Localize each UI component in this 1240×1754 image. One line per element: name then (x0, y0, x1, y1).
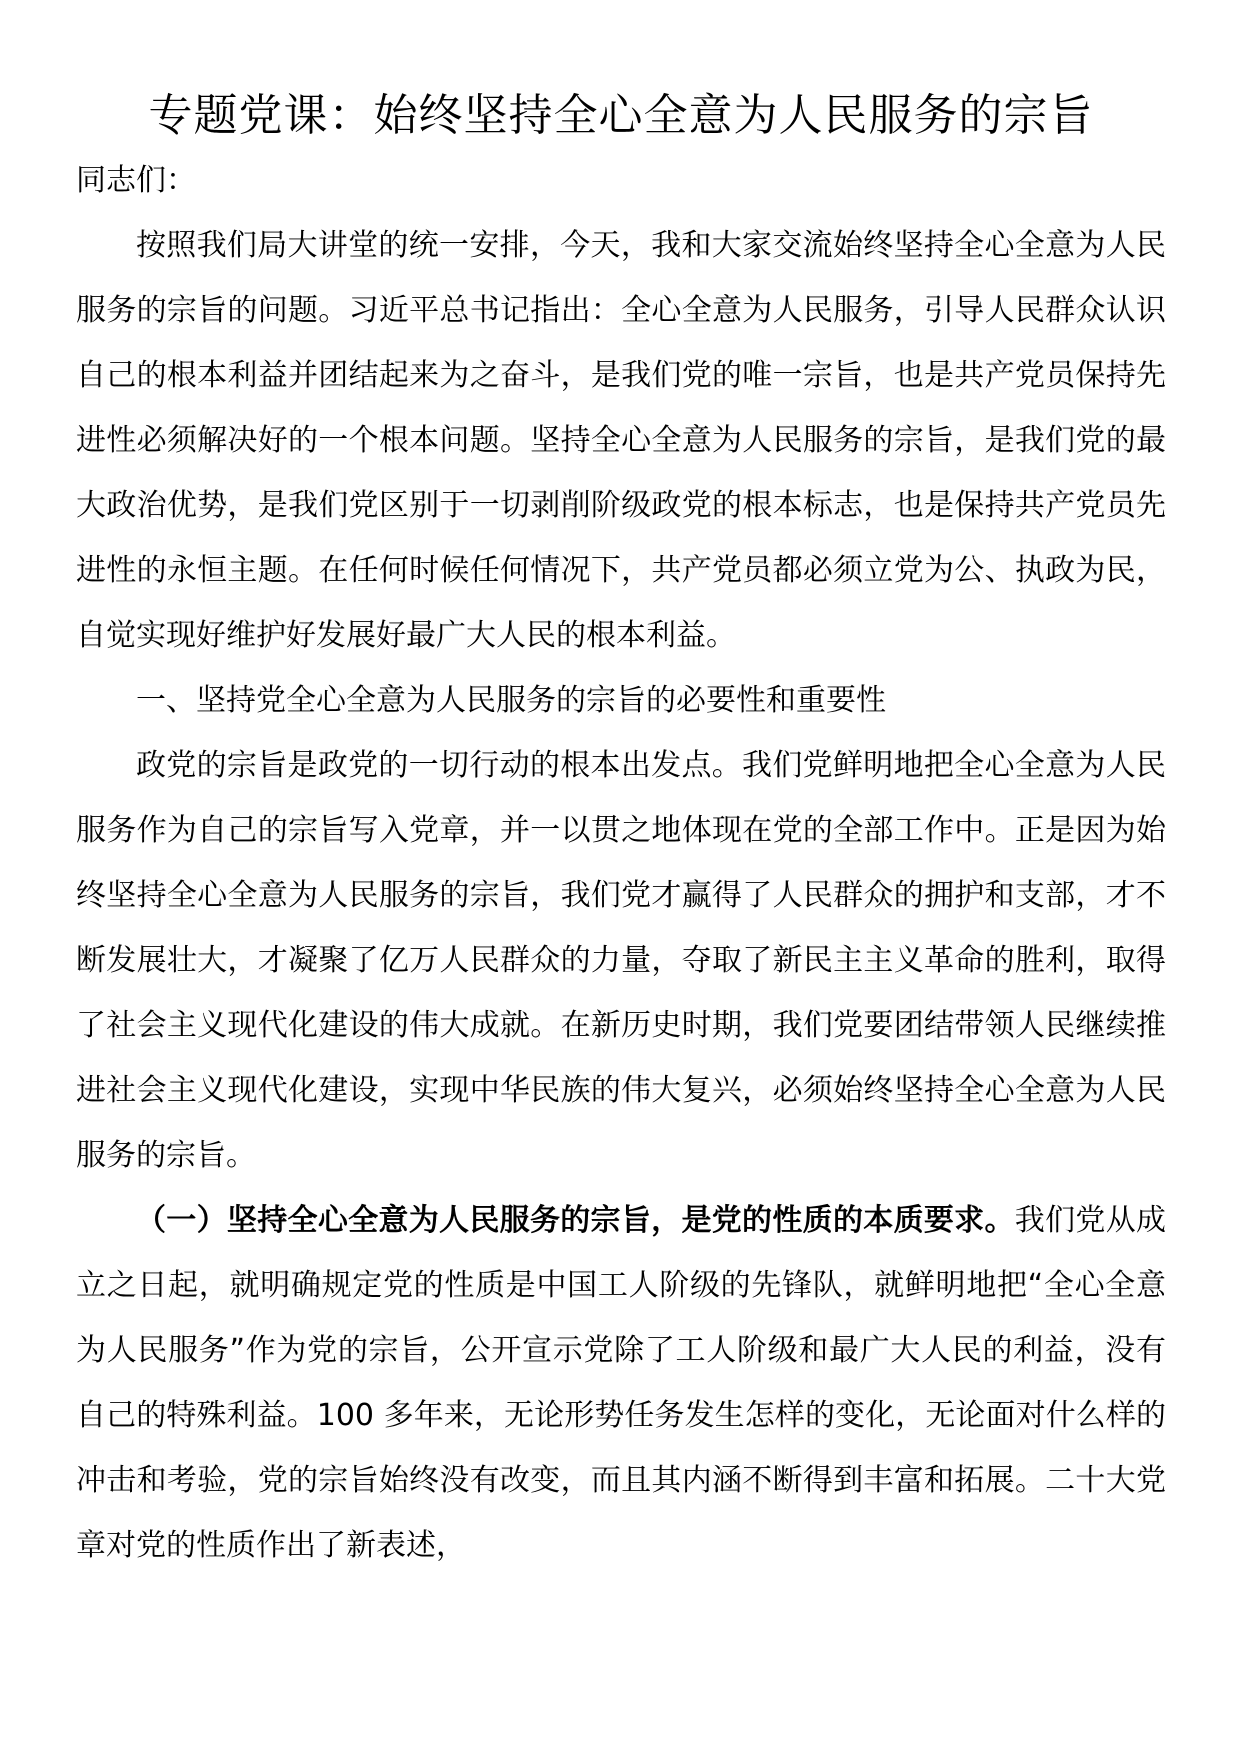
salutation: 同志们： (76, 163, 196, 198)
paragraph-intro: 按照我们局大讲堂的统一安排，今天，我和大家交流始终坚持全心全意为人民服务的宗旨的问题。习近平总书记指出：全心全意为人民服务，引导人民群众认识自己的根本利益并团结起来为之奋斗，是我们党的唯一宗旨，也是共产党员保持先进性必须解决好的一个根本问题。坚持全心全意为人民服务的宗旨，是我们党的最大政治优势，是我们党区别于一切剥削阶级政党的根本标志，也是保持共产党员先进性的永恒主题。在任何时候任何情况下，共产党员都必须立党为公、执政为民，自觉实现好维护好发展好最广大人民的根本利益。 (76, 228, 1166, 653)
section-heading-1: 一、坚持党全心全意为人民服务的宗旨的必要性和重要性 (136, 683, 886, 718)
subsection-text-1: 我们党从成立之日起，就明确规定党的性质是中国工人阶级的先锋队，就鲜明地把“全心全意为人民服务”作为党的宗旨，公开宣示党除了工人阶级和最广大人民的利益，没有自己的特殊利益。100 多年来，无论形势任务发生怎样的变化，无论面对什么样的冲击和考验，党的宗旨始终没有改变，而且其内涵不断得到丰富和拓展。二十大党章对党的性质作出了新表述， (76, 1203, 1167, 1563)
paragraph-subsection-1 (76, 1188, 1166, 1578)
document-body (76, 148, 1166, 1578)
subsection-heading-1: （一）坚持全心全意为人民服务的宗旨，是党的性质的本质要求。 (136, 1203, 1015, 1238)
paragraph-section-1: 政党的宗旨是政党的一切行动的根本出发点。我们党鲜明地把全心全意为人民服务作为自己的宗旨写入党章，并一以贯之地体现在党的全部工作中。正是因为始终坚持全心全意为人民服务的宗旨，我们党才赢得了人民群众的拥护和支部，才不断发展壮大，才凝聚了亿万人民群众的力量，夺取了新民主主义革命的胜利，取得了社会主义现代化建设的伟大成就。在新历史时期，我们党要团结带领人民继续推进社会主义现代化建设，实现中华民族的伟大复兴，必须始终坚持全心全意为人民服务的宗旨。 (76, 748, 1166, 1173)
document-title: 专题党课：始终坚持全心全意为人民服务的宗旨 (148, 90, 1094, 141)
